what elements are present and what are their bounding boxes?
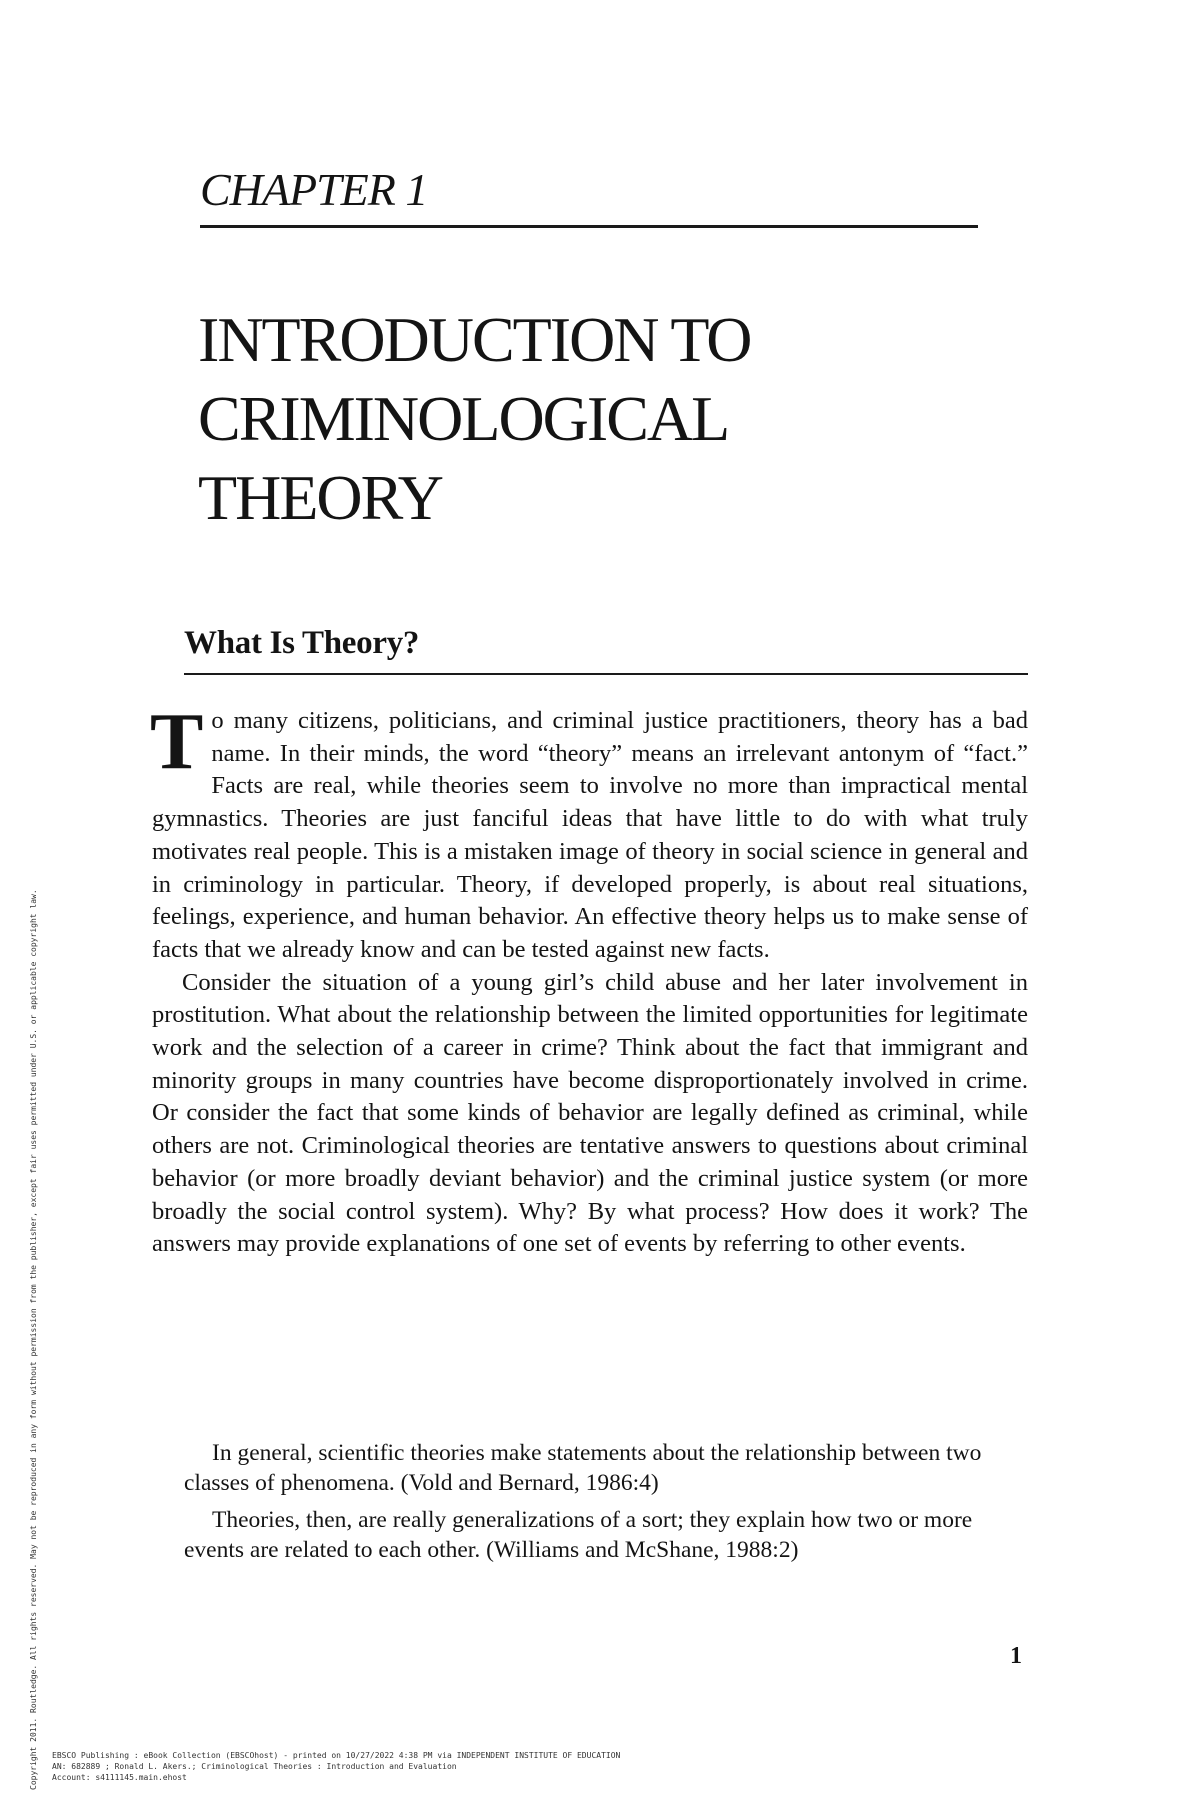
block-quote-1 <box>184 1438 999 1498</box>
body-text <box>150 698 1028 1261</box>
chapter-rule <box>200 225 978 228</box>
chapter-title-line: INTRODUCTION TO <box>198 304 751 375</box>
drop-cap: T <box>150 698 204 786</box>
chapter-title-line: CRIMINOLOGICAL <box>198 383 729 454</box>
chapter-title-line: THEORY <box>198 462 442 533</box>
chapter-title <box>198 300 958 537</box>
side-copyright-notice: Copyright 2011. Routledge. All rights reserved. May not be reproduced in any form without permission from the publisher, except fair uses permitted under U.S. or applicable copyright law. <box>29 889 38 1790</box>
footer-line: Account: s4111145.main.ehost <box>52 1773 187 1782</box>
paragraph-1 <box>150 698 1028 967</box>
block-quote-1-text: In general, scientific theories make statements about the relationship between two classes of phenomena. (Vold and Bernard, 1986:4) <box>184 1440 982 1496</box>
page-number: 1 <box>1010 1643 1022 1669</box>
section-rule <box>184 673 1028 675</box>
block-quote-2-text: Theories, then, are really generalizations of a sort; they explain how two or more events are related to each other. (Williams and McShane, 1988:2) <box>184 1507 973 1563</box>
footer-notice <box>52 1750 1112 1783</box>
chapter-label: CHAPTER 1 <box>200 164 428 215</box>
footer-line: AN: 682889 ; Ronald L. Akers.; Criminological Theories : Introduction and Evaluation <box>52 1762 457 1771</box>
paragraph-1-text: o many citizens, politicians, and criminal justice practitioners, theory has a bad name. In their minds, the word “theory” means an irrelevant antonym of “fact.” Facts are real, while theories seem to involve no more than impractical mental gymnastics. Theories are just fanciful ideas that have little to do with what truly motivates real people. This is a mistaken image of theory in social science in general and in criminology in particular. Theory, if developed properly, is about real situations, feelings, experience, and human behavior. An effective theory helps us to make sense of facts that we already know and can be tested against new facts. <box>152 707 1028 963</box>
section-heading: What Is Theory? <box>184 625 420 661</box>
footer-line: EBSCO Publishing : eBook Collection (EBSCOhost) - printed on 10/27/2022 4:38 PM via INDEPENDENT INSTITUTE OF EDUCATION <box>52 1751 621 1760</box>
paragraph-2: Consider the situation of a young girl’s child abuse and her later involvement in prostitution. What about the relationship between the limited opportunities for legitimate work and the selection of a career in crime? Think about the fact that immigrant and minority groups in many countries have become disproportionately involved in crime. Or consider the fact that some kinds of behavior are legally defined as criminal, while others are not. Criminological theories are tentative answers to questions about criminal behavior (or more broadly deviant behavior) and the criminal justice system (or more broadly the social control system). Why? By what process? How does it work? The answers may provide explanations of one set of events by referring to other events. <box>152 968 1028 1258</box>
block-quote-2 <box>184 1505 999 1565</box>
